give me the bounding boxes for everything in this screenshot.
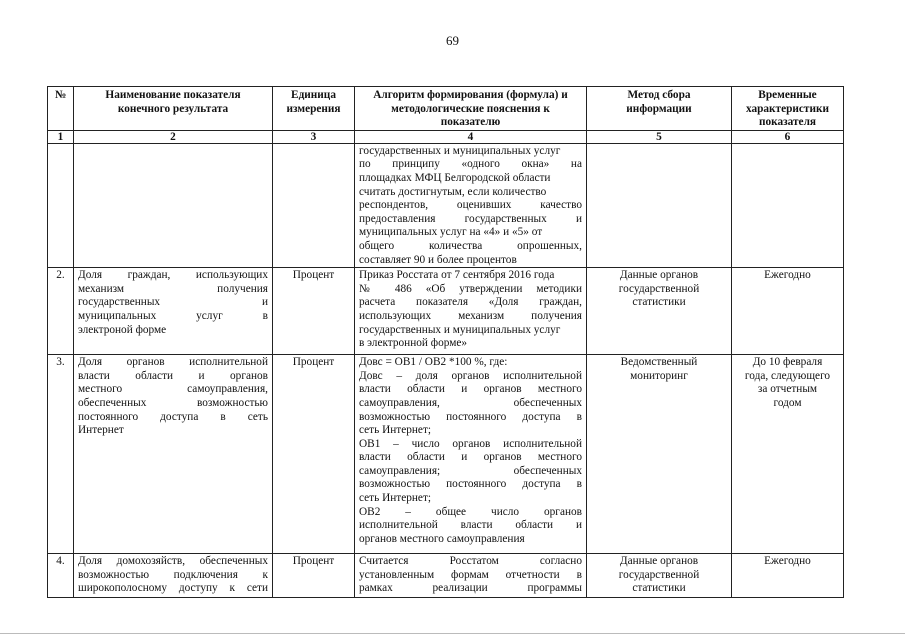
indicator-name-cell — [74, 143, 273, 267]
column-number: 3 — [273, 130, 355, 143]
column-numbers-row — [48, 130, 844, 143]
time-cell — [732, 143, 844, 267]
time-cell: Ежегодно — [732, 554, 844, 598]
method-cell — [587, 143, 732, 267]
table-header-row — [48, 87, 844, 131]
column-number: 1 — [48, 130, 74, 143]
row-number-cell: 2. — [48, 268, 74, 355]
row-number-cell: 3. — [48, 355, 74, 554]
column-number: 4 — [355, 130, 587, 143]
page-number: 69 — [446, 33, 459, 48]
method-cell: Данные органов государственной статистики — [587, 554, 732, 598]
time-cell: Ежегодно — [732, 268, 844, 355]
algorithm-cell: Довс = ОВ1 / ОВ2 *100 %, где: Довс – доля органов исполнительной власти области и органов местного самоуправления, обеспеченных возможностью постоянного доступа в сеть Интернет; ОВ1 – число органов исполнительной власти области и органов местного самоуправления; обеспеченных возможностью постоянного доступа в сеть Интернет; ОВ2 – общее число органов исполнительной власти области и органов местного самоуправления — [355, 355, 587, 554]
algorithm-cell: Считается Росстатом согласно установленным формам отчетности в рамках реализации программы — [355, 554, 587, 598]
column-number: 5 — [587, 130, 732, 143]
unit-cell: Процент — [273, 554, 355, 598]
table-row — [48, 143, 844, 267]
table-row — [48, 554, 844, 598]
table-row — [48, 268, 844, 355]
indicator-name-cell: Доля домохозяйств, обеспеченных возможностью подключения к широкополосному доступу к сети — [74, 554, 273, 598]
algorithm-cell: государственных и муниципальных услуг по принципу «одного окна» на площадках МФЦ Белгородской области считать достигнутым, если количество респондентов, оценивших качество предоставления государственных и муниципальных услуг на «4» и «5» от общего количества опрошенных, составляет 90 и более процентов — [355, 143, 587, 267]
page-bottom-edge — [0, 633, 905, 634]
unit-cell: Процент — [273, 355, 355, 554]
method-cell: Данные органов государственной статистики — [587, 268, 732, 355]
header-algorithm: Алгоритм формирования (формула) и методологические пояснения к показателю — [355, 87, 587, 131]
indicators-table — [47, 86, 844, 598]
table-row — [48, 355, 844, 554]
unit-cell: Процент — [273, 268, 355, 355]
header-number: № — [48, 87, 74, 131]
time-cell: До 10 февраля года, следующего за отчетным годом — [732, 355, 844, 554]
header-indicator-name: Наименование показателя конечного результата — [74, 87, 273, 131]
indicator-name-cell: Доля граждан, использующих механизм получения государственных и муниципальных услуг в электроной форме — [74, 268, 273, 355]
indicator-name-cell: Доля органов исполнительной власти области и органов местного самоуправления, обеспеченных возможностью постоянного доступа в сеть Интернет — [74, 355, 273, 554]
header-method: Метод сбора информации — [587, 87, 732, 131]
header-time: Временные характеристики показателя — [732, 87, 844, 131]
row-number-cell: 4. — [48, 554, 74, 598]
column-number: 2 — [74, 130, 273, 143]
algorithm-cell: Приказ Росстата от 7 сентября 2016 года № 486 «Об утверждении методики расчета показателя «Доля граждан, использующих механизм получения государственных и муниципальных услуг в электронной форме» — [355, 268, 587, 355]
method-cell: Ведомственный мониторинг — [587, 355, 732, 554]
column-number: 6 — [732, 130, 844, 143]
unit-cell — [273, 143, 355, 267]
header-unit: Единица измерения — [273, 87, 355, 131]
row-number-cell — [48, 143, 74, 267]
